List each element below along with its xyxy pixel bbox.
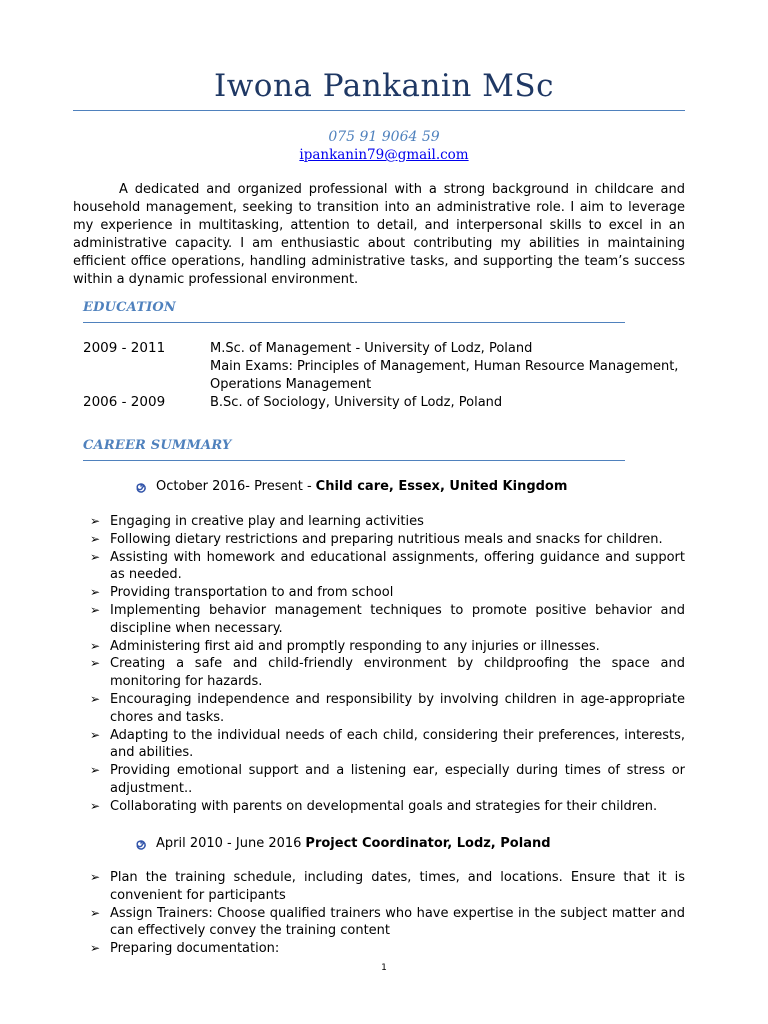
- list-item: ➢ Preparing documentation:: [90, 941, 280, 957]
- email-container: [0, 147, 768, 163]
- job-title: Child care, Essex, United Kingdom: [315, 478, 568, 494]
- job-period: April 2010 - June 2016: [156, 835, 302, 851]
- list-item: ➢ Encouraging independence and responsibility by involving children in age-appropriate chores and tasks.: [90, 691, 685, 725]
- career-heading: CAREER SUMMARY: [83, 438, 232, 453]
- job-period: October 2016- Present -: [156, 478, 312, 494]
- page-number: 1: [381, 963, 387, 973]
- list-item: ➢ Following dietary restrictions and preparing nutritious meals and snacks for children.: [90, 531, 663, 547]
- swirl-icon: [133, 478, 149, 494]
- arrowhead-bullet-icon: ➢: [90, 941, 101, 956]
- arrowhead-bullet-icon: ➢: [90, 531, 101, 546]
- job-title: Project Coordinator, Lodz, Poland: [305, 835, 551, 851]
- education-divider: [83, 322, 625, 323]
- arrowhead-bullet-icon: ➢: [90, 602, 101, 617]
- list-item: ➢ Providing emotional support and a listening ear, especially during times of stress or adjustment..: [90, 763, 685, 796]
- education-entry: [83, 340, 683, 394]
- education-years: 2009 - 2011: [83, 340, 166, 356]
- arrowhead-bullet-icon: ➢: [90, 549, 101, 564]
- phone-number: 075 91 9064 59: [328, 129, 440, 145]
- list-item: ➢ Administering first aid and promptly responding to any injuries or illnesses.: [90, 638, 600, 654]
- job-responsibilities: [90, 869, 685, 958]
- education-years: 2006 - 2009: [83, 393, 166, 410]
- education-line: Operations Management: [210, 376, 372, 392]
- arrowhead-bullet-icon: ➢: [90, 870, 101, 884]
- arrowhead-bullet-icon: ➢: [90, 798, 101, 813]
- summary-text: A dedicated and organized professional with a strong background in childcare and household management, seeking to transition into an administrative role. I aim to leverage my experience in multitasking, attention to detail, and interpersonal skills to excel in an administrative capacity. I am enthusiastic about contributing my abilities in maintaining efficient office operations, handling administrative tasks, and supporting the team’s success within a dynamic professional environment.: [73, 182, 685, 287]
- education-details: [210, 394, 683, 412]
- header-divider: [73, 110, 685, 111]
- career-divider: [83, 460, 625, 461]
- education-line: M.Sc. of Management - University of Lodz, Poland: [210, 341, 533, 356]
- list-item: ➢ Assign Trainers: Choose qualified trainers who have expertise in the subject matter and can effectively convey the training content: [90, 905, 685, 939]
- list-item: ➢ Creating a safe and child-friendly environment by childproofing the space and monitoring for hazards.: [90, 656, 685, 690]
- education-heading: EDUCATION: [83, 300, 177, 315]
- list-item: ➢ Plan the training schedule, including dates, times, and locations. Ensure that it is convenient for participants: [90, 870, 685, 903]
- arrowhead-bullet-icon: ➢: [90, 585, 101, 600]
- arrowhead-bullet-icon: ➢: [90, 638, 101, 653]
- list-item: ➢ Collaborating with parents on developmental goals and strategies for their children.: [90, 798, 658, 814]
- arrowhead-bullet-icon: ➢: [90, 691, 101, 706]
- job-header: [133, 835, 551, 851]
- list-item: ➢ Providing transportation to and from school: [90, 585, 394, 601]
- job-responsibilities: [90, 513, 685, 816]
- email-link[interactable]: ipankanin79@gmail.com: [299, 147, 469, 163]
- education-line: B.Sc. of Sociology, University of Lodz, Poland: [210, 394, 503, 410]
- arrowhead-bullet-icon: ➢: [90, 727, 101, 742]
- arrowhead-bullet-icon: ➢: [90, 905, 101, 920]
- education-entry: [83, 394, 683, 412]
- list-item: ➢ Assisting with homework and educational assignments, offering guidance and support as needed.: [90, 549, 685, 583]
- list-item: ➢ Engaging in creative play and learning activities: [90, 514, 424, 529]
- arrowhead-bullet-icon: ➢: [90, 763, 101, 778]
- arrowhead-bullet-icon: ➢: [90, 656, 101, 671]
- education-details: [210, 340, 683, 394]
- list-item: ➢ Adapting to the individual needs of each child, considering their preferences, interests, and abilities.: [90, 727, 685, 761]
- education-list: [83, 340, 683, 412]
- arrowhead-bullet-icon: ➢: [90, 514, 101, 528]
- profile-summary: [73, 181, 685, 288]
- job-header: [133, 478, 567, 494]
- education-line: Main Exams: Principles of Management, Human Resource Management,: [210, 358, 679, 374]
- candidate-name: Iwona Pankanin MSc: [214, 68, 554, 104]
- list-item: ➢ Implementing behavior management techniques to promote positive behavior and discipline when necessary.: [90, 602, 685, 636]
- swirl-icon: [133, 835, 149, 851]
